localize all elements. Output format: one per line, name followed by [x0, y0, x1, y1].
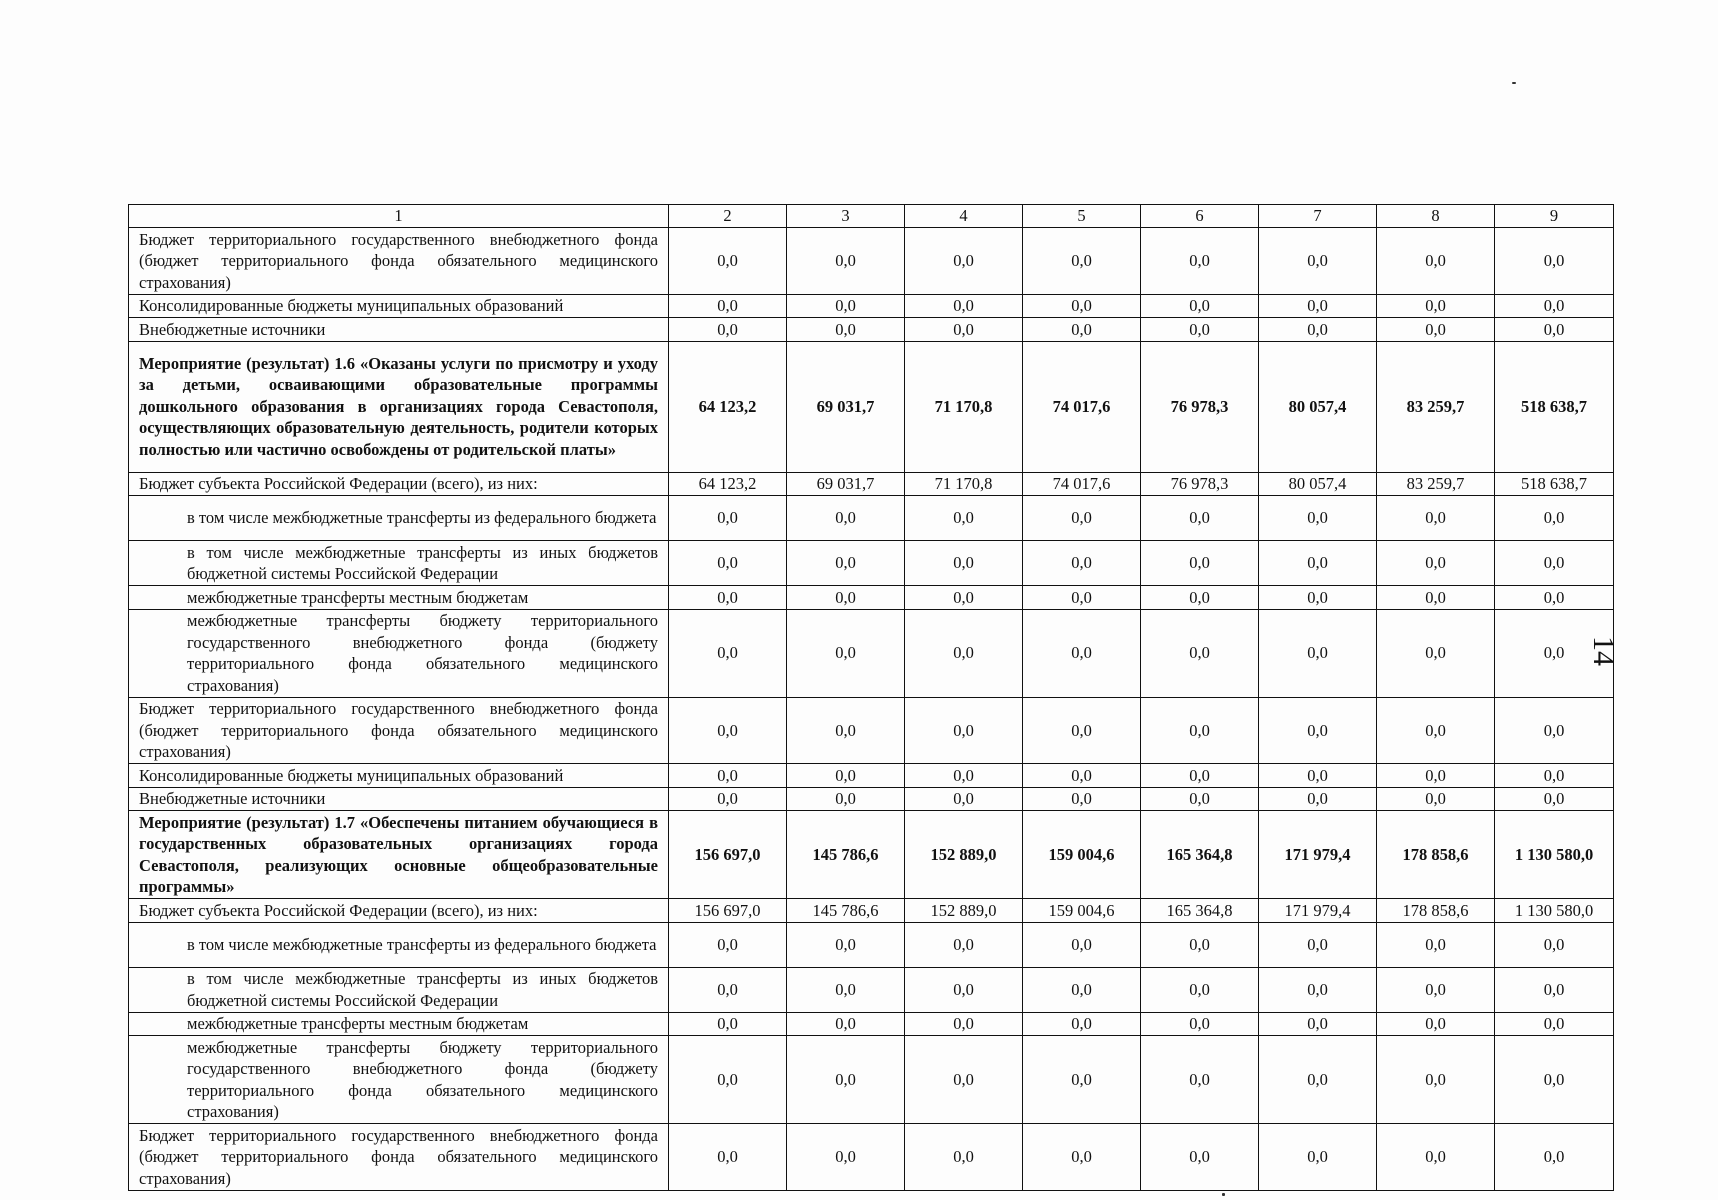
value-cell: 0,0: [1023, 541, 1141, 586]
value-cell: 0,0: [787, 586, 905, 610]
value-cell: 165 364,8: [1141, 899, 1259, 923]
table-body: [129, 205, 1614, 1191]
budget-table: [128, 204, 1614, 1191]
table-row: [129, 294, 1614, 318]
value-cell: 0,0: [1259, 967, 1377, 1012]
table-row: [129, 787, 1614, 811]
header-cell: 4: [905, 205, 1023, 228]
value-cell: 0,0: [905, 697, 1023, 764]
value-cell: 0,0: [1259, 609, 1377, 697]
row-label: межбюджетные трансферты местным бюджетам: [129, 586, 669, 610]
value-cell: 1 130 580,0: [1495, 811, 1614, 899]
value-cell: 145 786,6: [787, 811, 905, 899]
value-cell: 0,0: [1495, 541, 1614, 586]
value-cell: 0,0: [1377, 228, 1495, 295]
value-cell: 0,0: [669, 697, 787, 764]
value-cell: 0,0: [1141, 541, 1259, 586]
value-cell: 165 364,8: [1141, 811, 1259, 899]
value-cell: 0,0: [1023, 496, 1141, 541]
header-cell: 8: [1377, 205, 1495, 228]
value-cell: 518 638,7: [1495, 341, 1614, 472]
value-cell: 64 123,2: [669, 472, 787, 496]
row-label: в том числе межбюджетные трансферты из федерального бюджета: [129, 922, 669, 967]
value-cell: 0,0: [905, 1036, 1023, 1124]
value-cell: 0,0: [1141, 586, 1259, 610]
value-cell: 0,0: [1141, 609, 1259, 697]
value-cell: 0,0: [787, 697, 905, 764]
value-cell: 0,0: [1495, 1036, 1614, 1124]
table-row: [129, 1012, 1614, 1036]
row-label: Бюджет территориального государственного внебюджетного фонда (бюджет территориального фонда обязательного медицинского страхования): [129, 1124, 669, 1191]
value-cell: 0,0: [669, 967, 787, 1012]
value-cell: 0,0: [1023, 228, 1141, 295]
table-row: [129, 1036, 1614, 1124]
header-cell: 6: [1141, 205, 1259, 228]
value-cell: 0,0: [1141, 228, 1259, 295]
row-label: Бюджет субъекта Российской Федерации (всего), из них:: [129, 472, 669, 496]
value-cell: 0,0: [1495, 586, 1614, 610]
row-label: Мероприятие (результат) 1.6 «Оказаны услуги по присмотру и уходу за детьми, осваивающими образовательные программы дошкольного образования в организациях города Севастополя, осуществляющих образовательную деятельность, родители которых полностью или частично освобождены от родительской платы»: [129, 341, 669, 472]
row-label: в том числе межбюджетные трансферты из иных бюджетов бюджетной системы Российской Федерации: [129, 541, 669, 586]
value-cell: 0,0: [1023, 586, 1141, 610]
value-cell: 0,0: [1141, 697, 1259, 764]
row-label: Консолидированные бюджеты муниципальных образований: [129, 764, 669, 788]
value-cell: 156 697,0: [669, 811, 787, 899]
table-row: [129, 922, 1614, 967]
row-label: Консолидированные бюджеты муниципальных образований: [129, 294, 669, 318]
value-cell: 76 978,3: [1141, 472, 1259, 496]
value-cell: 159 004,6: [1023, 811, 1141, 899]
table-row: [129, 472, 1614, 496]
value-cell: 0,0: [1377, 922, 1495, 967]
value-cell: 0,0: [1141, 318, 1259, 342]
scan-speck: [1512, 82, 1516, 84]
value-cell: 0,0: [669, 922, 787, 967]
value-cell: 0,0: [787, 1124, 905, 1191]
value-cell: 0,0: [787, 1036, 905, 1124]
value-cell: 0,0: [1495, 922, 1614, 967]
value-cell: 74 017,6: [1023, 472, 1141, 496]
value-cell: 0,0: [1023, 787, 1141, 811]
header-cell: 3: [787, 205, 905, 228]
value-cell: 0,0: [669, 764, 787, 788]
value-cell: 159 004,6: [1023, 899, 1141, 923]
table-row: [129, 541, 1614, 586]
header-cell: 1: [129, 205, 669, 228]
table-row: [129, 341, 1614, 472]
value-cell: 71 170,8: [905, 341, 1023, 472]
value-cell: 83 259,7: [1377, 341, 1495, 472]
value-cell: 0,0: [905, 496, 1023, 541]
value-cell: 0,0: [1259, 764, 1377, 788]
value-cell: 171 979,4: [1259, 811, 1377, 899]
value-cell: 0,0: [1377, 697, 1495, 764]
value-cell: 0,0: [1259, 294, 1377, 318]
value-cell: 0,0: [1141, 1036, 1259, 1124]
value-cell: 0,0: [787, 496, 905, 541]
value-cell: 0,0: [1495, 228, 1614, 295]
header-row: [129, 205, 1614, 228]
value-cell: 0,0: [1495, 967, 1614, 1012]
table-row: [129, 1124, 1614, 1191]
value-cell: 0,0: [669, 1036, 787, 1124]
table-row: [129, 967, 1614, 1012]
row-label: межбюджетные трансферты местным бюджетам: [129, 1012, 669, 1036]
value-cell: 0,0: [787, 541, 905, 586]
value-cell: 0,0: [905, 764, 1023, 788]
header-cell: 2: [669, 205, 787, 228]
value-cell: 0,0: [905, 1124, 1023, 1191]
value-cell: 0,0: [1259, 586, 1377, 610]
value-cell: 0,0: [1023, 609, 1141, 697]
value-cell: 0,0: [1377, 967, 1495, 1012]
value-cell: 0,0: [905, 967, 1023, 1012]
value-cell: 0,0: [669, 318, 787, 342]
value-cell: 0,0: [1377, 1012, 1495, 1036]
value-cell: 0,0: [669, 1124, 787, 1191]
value-cell: 0,0: [1495, 697, 1614, 764]
value-cell: 80 057,4: [1259, 472, 1377, 496]
value-cell: 0,0: [1377, 318, 1495, 342]
value-cell: 0,0: [1377, 609, 1495, 697]
row-label: Внебюджетные источники: [129, 318, 669, 342]
value-cell: 0,0: [787, 1012, 905, 1036]
value-cell: 518 638,7: [1495, 472, 1614, 496]
value-cell: 0,0: [1377, 586, 1495, 610]
value-cell: 0,0: [1023, 1124, 1141, 1191]
value-cell: 0,0: [1023, 1036, 1141, 1124]
value-cell: 0,0: [1023, 922, 1141, 967]
table-row: [129, 228, 1614, 295]
value-cell: 0,0: [1377, 764, 1495, 788]
value-cell: 0,0: [1259, 228, 1377, 295]
value-cell: 0,0: [905, 294, 1023, 318]
value-cell: 0,0: [1495, 1012, 1614, 1036]
value-cell: 0,0: [787, 967, 905, 1012]
value-cell: 152 889,0: [905, 811, 1023, 899]
value-cell: 0,0: [1141, 1012, 1259, 1036]
value-cell: 76 978,3: [1141, 341, 1259, 472]
value-cell: 0,0: [669, 609, 787, 697]
value-cell: 0,0: [1259, 1036, 1377, 1124]
header-cell: 9: [1495, 205, 1614, 228]
table-row: [129, 697, 1614, 764]
value-cell: 0,0: [669, 787, 787, 811]
value-cell: 0,0: [787, 228, 905, 295]
table-row: [129, 764, 1614, 788]
row-label: в том числе межбюджетные трансферты из иных бюджетов бюджетной системы Российской Федерации: [129, 967, 669, 1012]
value-cell: 0,0: [1259, 318, 1377, 342]
value-cell: 0,0: [1141, 496, 1259, 541]
value-cell: 0,0: [905, 787, 1023, 811]
table-row: [129, 609, 1614, 697]
value-cell: 0,0: [1495, 318, 1614, 342]
value-cell: 156 697,0: [669, 899, 787, 923]
value-cell: 0,0: [905, 228, 1023, 295]
row-label: Мероприятие (результат) 1.7 «Обеспечены питанием обучающиеся в государственных образовательных организациях города Севастополя, реализующих основные общеобразовательные программы»: [129, 811, 669, 899]
row-label: Бюджет территориального государственного внебюджетного фонда (бюджет территориального фонда обязательного медицинского страхования): [129, 697, 669, 764]
value-cell: 74 017,6: [1023, 341, 1141, 472]
value-cell: 0,0: [1495, 609, 1614, 697]
value-cell: 0,0: [787, 318, 905, 342]
row-label: Бюджет территориального государственного внебюджетного фонда (бюджет территориального фонда обязательного медицинского страхования): [129, 228, 669, 295]
table-row: [129, 586, 1614, 610]
value-cell: 0,0: [1023, 764, 1141, 788]
value-cell: 80 057,4: [1259, 341, 1377, 472]
value-cell: 83 259,7: [1377, 472, 1495, 496]
table-row: [129, 899, 1614, 923]
value-cell: 0,0: [1141, 294, 1259, 318]
value-cell: 0,0: [1141, 787, 1259, 811]
value-cell: 0,0: [905, 1012, 1023, 1036]
value-cell: 145 786,6: [787, 899, 905, 923]
value-cell: 71 170,8: [905, 472, 1023, 496]
value-cell: 0,0: [669, 541, 787, 586]
value-cell: 1 130 580,0: [1495, 899, 1614, 923]
value-cell: 171 979,4: [1259, 899, 1377, 923]
value-cell: 0,0: [1377, 1124, 1495, 1191]
value-cell: 0,0: [787, 609, 905, 697]
value-cell: 0,0: [787, 294, 905, 318]
value-cell: 0,0: [1377, 1036, 1495, 1124]
value-cell: 0,0: [905, 541, 1023, 586]
value-cell: 0,0: [1377, 787, 1495, 811]
value-cell: 0,0: [1141, 1124, 1259, 1191]
value-cell: 64 123,2: [669, 341, 787, 472]
value-cell: 0,0: [1495, 294, 1614, 318]
value-cell: 69 031,7: [787, 341, 905, 472]
page-number: 14: [1587, 636, 1620, 666]
header-cell: 5: [1023, 205, 1141, 228]
value-cell: 0,0: [1495, 764, 1614, 788]
value-cell: 178 858,6: [1377, 811, 1495, 899]
value-cell: 0,0: [1141, 967, 1259, 1012]
value-cell: 0,0: [1259, 541, 1377, 586]
row-label: в том числе межбюджетные трансферты из федерального бюджета: [129, 496, 669, 541]
value-cell: 0,0: [1259, 922, 1377, 967]
value-cell: 0,0: [1259, 496, 1377, 541]
value-cell: 178 858,6: [1377, 899, 1495, 923]
value-cell: 0,0: [1377, 541, 1495, 586]
value-cell: 0,0: [1495, 1124, 1614, 1191]
value-cell: 0,0: [905, 586, 1023, 610]
value-cell: 0,0: [1141, 764, 1259, 788]
value-cell: 0,0: [669, 228, 787, 295]
value-cell: 0,0: [905, 318, 1023, 342]
value-cell: 69 031,7: [787, 472, 905, 496]
table-row: [129, 811, 1614, 899]
value-cell: 152 889,0: [905, 899, 1023, 923]
value-cell: 0,0: [1259, 697, 1377, 764]
value-cell: 0,0: [1377, 294, 1495, 318]
value-cell: 0,0: [1377, 496, 1495, 541]
value-cell: 0,0: [1023, 294, 1141, 318]
value-cell: 0,0: [669, 294, 787, 318]
value-cell: 0,0: [1023, 967, 1141, 1012]
row-label: Бюджет субъекта Российской Федерации (всего), из них:: [129, 899, 669, 923]
value-cell: 0,0: [1023, 1012, 1141, 1036]
table-row: [129, 496, 1614, 541]
table-row: [129, 318, 1614, 342]
value-cell: 0,0: [1023, 697, 1141, 764]
value-cell: 0,0: [905, 922, 1023, 967]
value-cell: 0,0: [1259, 787, 1377, 811]
value-cell: 0,0: [787, 787, 905, 811]
row-label: межбюджетные трансферты бюджету территориального государственного внебюджетного фонда (бюджету территориального фонда обязательного медицинского страхования): [129, 1036, 669, 1124]
row-label: Внебюджетные источники: [129, 787, 669, 811]
value-cell: 0,0: [669, 586, 787, 610]
value-cell: 0,0: [669, 496, 787, 541]
header-cell: 7: [1259, 205, 1377, 228]
value-cell: 0,0: [905, 609, 1023, 697]
value-cell: 0,0: [1495, 787, 1614, 811]
scan-speck: [1222, 1193, 1225, 1196]
value-cell: 0,0: [1259, 1012, 1377, 1036]
value-cell: 0,0: [1259, 1124, 1377, 1191]
row-label: межбюджетные трансферты бюджету территориального государственного внебюджетного фонда (бюджету территориального фонда обязательного медицинского страхования): [129, 609, 669, 697]
value-cell: 0,0: [1023, 318, 1141, 342]
value-cell: 0,0: [1495, 496, 1614, 541]
value-cell: 0,0: [1141, 922, 1259, 967]
value-cell: 0,0: [787, 764, 905, 788]
value-cell: 0,0: [669, 1012, 787, 1036]
value-cell: 0,0: [787, 922, 905, 967]
